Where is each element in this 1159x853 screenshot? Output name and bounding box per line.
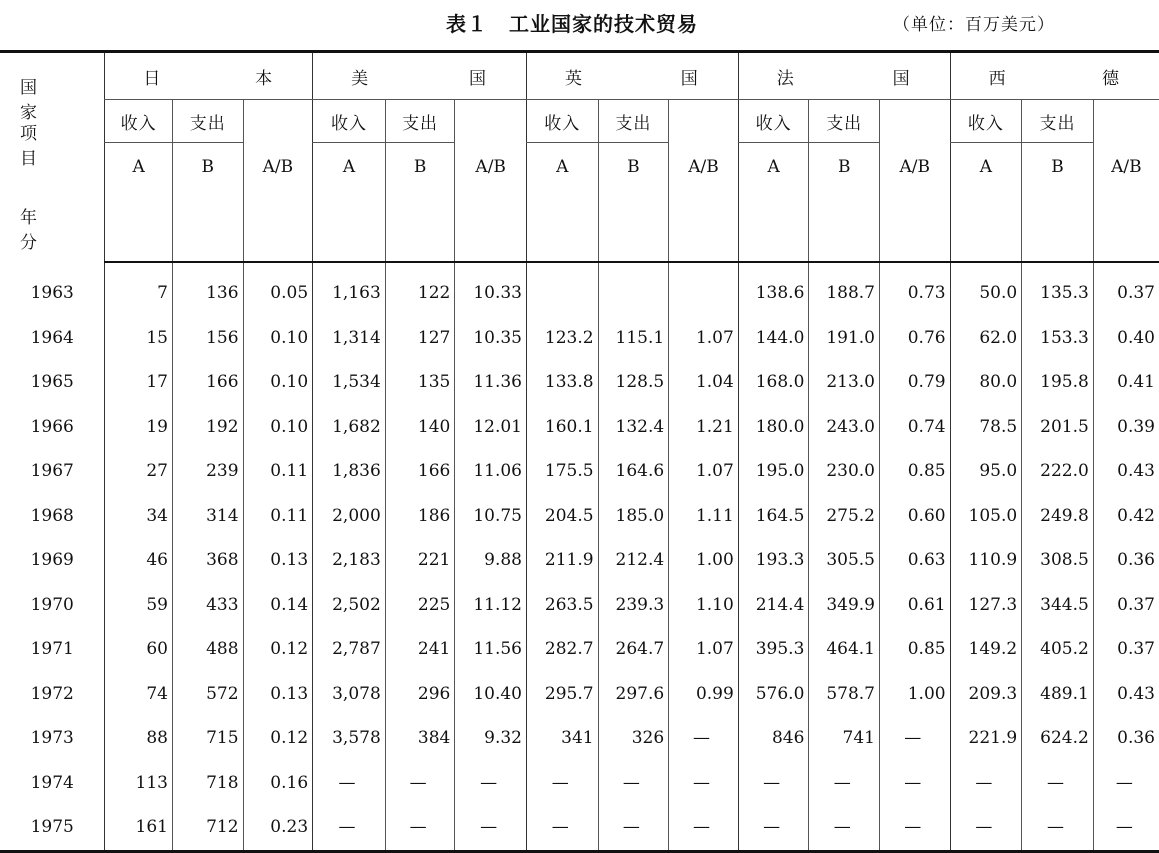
value-cell: 7 bbox=[105, 262, 173, 316]
value-cell: 95.0 bbox=[950, 449, 1022, 494]
value-cell: 0.37 bbox=[1093, 262, 1159, 316]
value-cell: 9.88 bbox=[455, 538, 527, 583]
value-cell: 46 bbox=[105, 538, 173, 583]
value-cell: 59 bbox=[105, 583, 173, 628]
value-cell: 0.79 bbox=[879, 360, 950, 405]
value-cell: 0.73 bbox=[879, 262, 950, 316]
value-cell: 221.9 bbox=[950, 716, 1022, 761]
value-cell: 10.75 bbox=[455, 494, 527, 539]
value-cell: 239 bbox=[172, 449, 243, 494]
value-cell: 0.36 bbox=[1093, 716, 1159, 761]
value-cell: 1,314 bbox=[313, 316, 386, 361]
value-cell: 133.8 bbox=[526, 360, 598, 405]
value-cell: 78.5 bbox=[950, 405, 1022, 450]
year-cell: 1971 bbox=[30, 639, 74, 660]
value-cell: 11.36 bbox=[455, 360, 527, 405]
corner-item-label: 项 目 bbox=[20, 124, 78, 169]
table-row bbox=[0, 538, 1159, 583]
corner-year-label: 年 分 bbox=[20, 208, 78, 253]
value-cell: 27 bbox=[105, 449, 173, 494]
value-cell: — bbox=[598, 805, 669, 851]
value-cell: — bbox=[1093, 805, 1159, 851]
value-cell: — bbox=[669, 805, 739, 851]
header-ratio-spacer-japan bbox=[243, 100, 313, 143]
value-cell: 127.3 bbox=[950, 583, 1022, 628]
value-cell: 10.35 bbox=[455, 316, 527, 361]
value-cell: 368 bbox=[172, 538, 243, 583]
value-cell: 214.4 bbox=[738, 583, 809, 628]
year-cell: 1975 bbox=[0, 805, 105, 851]
year-cell: 1972 bbox=[30, 683, 74, 704]
value-cell: 0.16 bbox=[243, 761, 313, 806]
value-cell: 74 bbox=[105, 672, 173, 717]
value-cell: 0.11 bbox=[243, 449, 313, 494]
value-cell: — bbox=[669, 716, 739, 761]
header-col-b-uk: B bbox=[598, 143, 669, 263]
value-cell: 225 bbox=[385, 583, 455, 628]
value-cell: 0.05 bbox=[243, 262, 313, 316]
value-cell: 741 bbox=[809, 716, 880, 761]
value-cell: — bbox=[950, 805, 1022, 851]
value-cell: 1.10 bbox=[669, 583, 739, 628]
header-expense-japan: 支出 bbox=[172, 100, 243, 143]
value-cell: — bbox=[385, 805, 455, 851]
year-cell: 1968 bbox=[30, 505, 74, 526]
value-cell: 239.3 bbox=[598, 583, 669, 628]
value-cell: 128.5 bbox=[598, 360, 669, 405]
table-row bbox=[0, 262, 1159, 316]
value-cell: 1.04 bbox=[669, 360, 739, 405]
value-cell: 241 bbox=[385, 627, 455, 672]
value-cell: 164.5 bbox=[738, 494, 809, 539]
value-cell: 9.32 bbox=[455, 716, 527, 761]
value-cell bbox=[526, 262, 598, 316]
table-row bbox=[0, 405, 1159, 450]
header-country-france: 法 国 bbox=[738, 52, 950, 100]
value-cell: 0.85 bbox=[879, 627, 950, 672]
value-cell: — bbox=[1093, 761, 1159, 806]
header-col-ab-usa: A/B bbox=[455, 143, 527, 263]
value-cell: 105.0 bbox=[950, 494, 1022, 539]
value-cell: 132.4 bbox=[598, 405, 669, 450]
year-cell: 1973 bbox=[30, 728, 74, 749]
corner-country-label: 国 家 bbox=[20, 78, 78, 123]
header-expense-france: 支出 bbox=[809, 100, 880, 143]
value-cell: 201.5 bbox=[1022, 405, 1094, 450]
value-cell: 34 bbox=[105, 494, 173, 539]
value-cell: — bbox=[526, 761, 598, 806]
year-cell: 1974 bbox=[30, 772, 74, 793]
value-cell: 2,000 bbox=[313, 494, 386, 539]
value-cell: 186 bbox=[385, 494, 455, 539]
value-cell: 264.7 bbox=[598, 627, 669, 672]
value-cell: 297.6 bbox=[598, 672, 669, 717]
value-cell: 221 bbox=[385, 538, 455, 583]
value-cell: 1.07 bbox=[669, 316, 739, 361]
header-col-a-france: A bbox=[738, 143, 809, 263]
value-cell: 188.7 bbox=[809, 262, 880, 316]
value-cell: 1.00 bbox=[879, 672, 950, 717]
tech-trade-table bbox=[0, 50, 1159, 853]
header-col-ab-france: A/B bbox=[879, 143, 950, 263]
value-cell: 0.10 bbox=[243, 316, 313, 361]
value-cell: 282.7 bbox=[526, 627, 598, 672]
table-row bbox=[0, 761, 1159, 806]
value-cell: — bbox=[809, 805, 880, 851]
value-cell: 0.37 bbox=[1093, 583, 1159, 628]
value-cell: 1.21 bbox=[669, 405, 739, 450]
value-cell: 0.99 bbox=[669, 672, 739, 717]
value-cell: 113 bbox=[105, 761, 173, 806]
value-cell: — bbox=[313, 805, 386, 851]
header-col-a-west-germany: A bbox=[950, 143, 1022, 263]
value-cell: 17 bbox=[105, 360, 173, 405]
value-cell: 1,682 bbox=[313, 405, 386, 450]
header-col-b-japan: B bbox=[172, 143, 243, 263]
value-cell: 249.8 bbox=[1022, 494, 1094, 539]
value-cell: 209.3 bbox=[950, 672, 1022, 717]
value-cell: 153.3 bbox=[1022, 316, 1094, 361]
header-ratio-spacer-usa bbox=[455, 100, 527, 143]
value-cell: 160.1 bbox=[526, 405, 598, 450]
value-cell: 1.07 bbox=[669, 449, 739, 494]
value-cell: 296 bbox=[385, 672, 455, 717]
value-cell: 0.36 bbox=[1093, 538, 1159, 583]
value-cell: 715 bbox=[172, 716, 243, 761]
header-expense-uk: 支出 bbox=[598, 100, 669, 143]
year-cell: 1966 bbox=[30, 416, 74, 437]
value-cell: 489.1 bbox=[1022, 672, 1094, 717]
value-cell: 0.13 bbox=[243, 672, 313, 717]
value-cell: 395.3 bbox=[738, 627, 809, 672]
value-cell: 0.37 bbox=[1093, 627, 1159, 672]
value-cell: 212.4 bbox=[598, 538, 669, 583]
value-cell: 1.00 bbox=[669, 538, 739, 583]
value-cell: 166 bbox=[385, 449, 455, 494]
value-cell: 88 bbox=[105, 716, 173, 761]
value-cell: 211.9 bbox=[526, 538, 598, 583]
value-cell: 464.1 bbox=[809, 627, 880, 672]
value-cell: 230.0 bbox=[809, 449, 880, 494]
table-row bbox=[0, 494, 1159, 539]
value-cell: — bbox=[809, 761, 880, 806]
header-corner bbox=[0, 52, 105, 263]
value-cell: 1.11 bbox=[669, 494, 739, 539]
value-cell: 138.6 bbox=[738, 262, 809, 316]
value-cell: 62.0 bbox=[950, 316, 1022, 361]
value-cell: 0.14 bbox=[243, 583, 313, 628]
value-cell: 0.13 bbox=[243, 538, 313, 583]
header-expense-west-germany: 支出 bbox=[1022, 100, 1094, 143]
header-country-uk: 英 国 bbox=[526, 52, 738, 100]
header-col-ab-uk: A/B bbox=[669, 143, 739, 263]
header-ratio-spacer-france bbox=[879, 100, 950, 143]
value-cell: 10.33 bbox=[455, 262, 527, 316]
value-cell: 624.2 bbox=[1022, 716, 1094, 761]
header-col-b-france: B bbox=[809, 143, 880, 263]
value-cell: 712 bbox=[172, 805, 243, 851]
value-cell: 0.85 bbox=[879, 449, 950, 494]
value-cell: 80.0 bbox=[950, 360, 1022, 405]
value-cell: 0.23 bbox=[243, 805, 313, 851]
header-col-a-japan: A bbox=[105, 143, 173, 263]
value-cell: — bbox=[738, 805, 809, 851]
value-cell: 0.61 bbox=[879, 583, 950, 628]
value-cell: 275.2 bbox=[809, 494, 880, 539]
value-cell: 149.2 bbox=[950, 627, 1022, 672]
value-cell: 1,163 bbox=[313, 262, 386, 316]
table-row bbox=[0, 627, 1159, 672]
value-cell: — bbox=[879, 716, 950, 761]
value-cell: 185.0 bbox=[598, 494, 669, 539]
value-cell: 0.76 bbox=[879, 316, 950, 361]
value-cell: 0.74 bbox=[879, 405, 950, 450]
value-cell: 161 bbox=[105, 805, 173, 851]
table-row bbox=[0, 360, 1159, 405]
header-col-ab-japan: A/B bbox=[243, 143, 313, 263]
value-cell: 0.11 bbox=[243, 494, 313, 539]
table-row bbox=[0, 316, 1159, 361]
value-cell: — bbox=[1022, 761, 1094, 806]
value-cell: 204.5 bbox=[526, 494, 598, 539]
value-cell: 115.1 bbox=[598, 316, 669, 361]
value-cell: 193.3 bbox=[738, 538, 809, 583]
value-cell: — bbox=[455, 761, 527, 806]
value-cell: 0.43 bbox=[1093, 672, 1159, 717]
value-cell: 0.10 bbox=[243, 360, 313, 405]
value-cell: 305.5 bbox=[809, 538, 880, 583]
value-cell: 195.0 bbox=[738, 449, 809, 494]
year-cell: 1969 bbox=[30, 550, 74, 571]
value-cell: 1.07 bbox=[669, 627, 739, 672]
year-cell: 1964 bbox=[30, 327, 74, 348]
header-col-b-west-germany: B bbox=[1022, 143, 1094, 263]
value-cell: 144.0 bbox=[738, 316, 809, 361]
value-cell: 1,534 bbox=[313, 360, 386, 405]
header-income-uk: 收入 bbox=[526, 100, 598, 143]
value-cell: 110.9 bbox=[950, 538, 1022, 583]
value-cell: 572 bbox=[172, 672, 243, 717]
value-cell: — bbox=[879, 805, 950, 851]
header-col-b-usa: B bbox=[385, 143, 455, 263]
header-country-usa: 美 国 bbox=[313, 52, 527, 100]
value-cell: 295.7 bbox=[526, 672, 598, 717]
value-cell: 15 bbox=[105, 316, 173, 361]
header-col-a-usa: A bbox=[313, 143, 386, 263]
table-row bbox=[0, 716, 1159, 761]
value-cell: 314 bbox=[172, 494, 243, 539]
value-cell: 405.2 bbox=[1022, 627, 1094, 672]
value-cell: 0.60 bbox=[879, 494, 950, 539]
value-cell: 1,836 bbox=[313, 449, 386, 494]
value-cell: — bbox=[1022, 805, 1094, 851]
value-cell: 222.0 bbox=[1022, 449, 1094, 494]
year-cell: 1967 bbox=[30, 461, 74, 482]
value-cell: 156 bbox=[172, 316, 243, 361]
value-cell: 0.12 bbox=[243, 627, 313, 672]
value-cell: 384 bbox=[385, 716, 455, 761]
value-cell: 122 bbox=[385, 262, 455, 316]
value-cell: 136 bbox=[172, 262, 243, 316]
value-cell: 718 bbox=[172, 761, 243, 806]
value-cell: 166 bbox=[172, 360, 243, 405]
header-row-items bbox=[0, 100, 1159, 143]
value-cell: 349.9 bbox=[809, 583, 880, 628]
header-income-japan: 收入 bbox=[105, 100, 173, 143]
value-cell: 341 bbox=[526, 716, 598, 761]
value-cell: 175.5 bbox=[526, 449, 598, 494]
value-cell: 263.5 bbox=[526, 583, 598, 628]
value-cell: 488 bbox=[172, 627, 243, 672]
value-cell: 164.6 bbox=[598, 449, 669, 494]
value-cell: 195.8 bbox=[1022, 360, 1094, 405]
value-cell: 0.41 bbox=[1093, 360, 1159, 405]
value-cell: 344.5 bbox=[1022, 583, 1094, 628]
year-cell: 1970 bbox=[30, 594, 74, 615]
value-cell: — bbox=[879, 761, 950, 806]
value-cell: 578.7 bbox=[809, 672, 880, 717]
table-row bbox=[0, 449, 1159, 494]
value-cell: 846 bbox=[738, 716, 809, 761]
value-cell: 0.40 bbox=[1093, 316, 1159, 361]
value-cell: 50.0 bbox=[950, 262, 1022, 316]
header-country-japan: 日 本 bbox=[105, 52, 313, 100]
value-cell: 168.0 bbox=[738, 360, 809, 405]
value-cell: — bbox=[738, 761, 809, 806]
value-cell: 0.10 bbox=[243, 405, 313, 450]
header-expense-usa: 支出 bbox=[385, 100, 455, 143]
header-col-a-uk: A bbox=[526, 143, 598, 263]
value-cell: 11.06 bbox=[455, 449, 527, 494]
year-cell: 1965 bbox=[30, 372, 74, 393]
value-cell: 0.43 bbox=[1093, 449, 1159, 494]
value-cell: 3,078 bbox=[313, 672, 386, 717]
header-row-countries bbox=[0, 52, 1159, 100]
value-cell: 12.01 bbox=[455, 405, 527, 450]
value-cell: — bbox=[526, 805, 598, 851]
header-ratio-spacer-west-germany bbox=[1093, 100, 1159, 143]
value-cell: 60 bbox=[105, 627, 173, 672]
value-cell: 140 bbox=[385, 405, 455, 450]
table-row bbox=[0, 805, 1159, 851]
header-col-ab-west-germany: A/B bbox=[1093, 143, 1159, 263]
value-cell: — bbox=[455, 805, 527, 851]
header-country-west-germany: 西 德 bbox=[950, 52, 1159, 100]
value-cell: 0.39 bbox=[1093, 405, 1159, 450]
value-cell: 243.0 bbox=[809, 405, 880, 450]
value-cell: 191.0 bbox=[809, 316, 880, 361]
value-cell: 10.40 bbox=[455, 672, 527, 717]
table-title: 表１ 工业国家的技术贸易 bbox=[446, 12, 698, 36]
value-cell: 127 bbox=[385, 316, 455, 361]
value-cell: 11.12 bbox=[455, 583, 527, 628]
value-cell: 0.63 bbox=[879, 538, 950, 583]
value-cell: 11.56 bbox=[455, 627, 527, 672]
header-row-ab bbox=[0, 143, 1159, 263]
value-cell: 0.42 bbox=[1093, 494, 1159, 539]
header-income-france: 收入 bbox=[738, 100, 809, 143]
value-cell: 576.0 bbox=[738, 672, 809, 717]
header-ratio-spacer-uk bbox=[669, 100, 739, 143]
value-cell: 308.5 bbox=[1022, 538, 1094, 583]
unit-note: （单位：百万美元） bbox=[893, 15, 1055, 35]
value-cell: — bbox=[598, 761, 669, 806]
value-cell: — bbox=[313, 761, 386, 806]
value-cell: — bbox=[669, 761, 739, 806]
table-row bbox=[0, 672, 1159, 717]
value-cell: 180.0 bbox=[738, 405, 809, 450]
value-cell: 2,502 bbox=[313, 583, 386, 628]
value-cell: 19 bbox=[105, 405, 173, 450]
value-cell: 123.2 bbox=[526, 316, 598, 361]
header-income-usa: 收入 bbox=[313, 100, 386, 143]
table-row bbox=[0, 583, 1159, 628]
value-cell: 3,578 bbox=[313, 716, 386, 761]
value-cell bbox=[669, 262, 739, 316]
value-cell: 192 bbox=[172, 405, 243, 450]
header-income-west-germany: 收入 bbox=[950, 100, 1022, 143]
value-cell: 2,183 bbox=[313, 538, 386, 583]
value-cell: — bbox=[950, 761, 1022, 806]
year-cell: 1963 bbox=[30, 282, 74, 303]
value-cell: — bbox=[385, 761, 455, 806]
value-cell: 135 bbox=[385, 360, 455, 405]
value-cell: 0.12 bbox=[243, 716, 313, 761]
title-row bbox=[0, 8, 1159, 38]
value-cell: 213.0 bbox=[809, 360, 880, 405]
value-cell: 433 bbox=[172, 583, 243, 628]
value-cell bbox=[598, 262, 669, 316]
value-cell: 135.3 bbox=[1022, 262, 1094, 316]
value-cell: 326 bbox=[598, 716, 669, 761]
value-cell: 2,787 bbox=[313, 627, 386, 672]
